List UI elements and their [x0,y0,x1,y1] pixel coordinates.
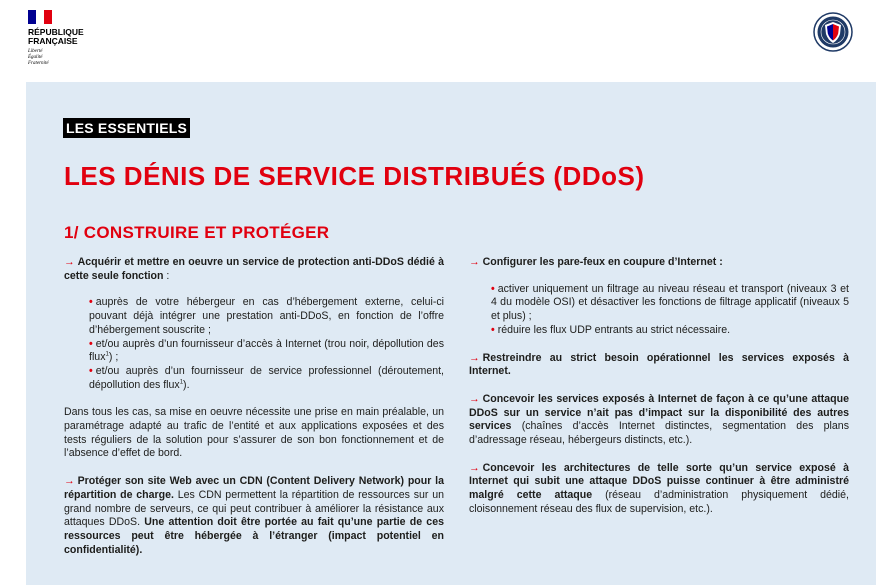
page-header [0,0,876,80]
right-paragraph-4: → Concevoir les architectures de telle sorte qu’un service exposé à Internet qui subit une attaque DDoS puisse continuer à être administré malgré cette attaque (réseau d’administration physiquement dédié, cloisonnement réseau des flux de supervision, etc.). [469,461,849,515]
bullet-icon: • [89,364,93,377]
bullet-icon: • [491,282,495,295]
right-bullet-list [469,283,849,338]
left-paragraph-2: Dans tous les cas, sa mise en oeuvre nécessite une prise en main préalable, un paramétrage adapté au trafic de l’entité et aux applications exposées et des tests réguliers de la solution pour s’assurer de son bon fonctionnement et de l’absence d’effet de bord. [64,406,444,460]
rf-motto: Liberté Égalité Fraternité [28,49,49,66]
republique-francaise-logo [28,10,108,67]
list-item: • activer uniquement un filtrage au niveau réseau et transport (niveaux 3 et 4 du modèle OSI) et désactiver les fonctions de filtrage applicatif (niveaux 5 et plus) ; [491,282,849,323]
arrow-icon: → [64,256,75,268]
section-subtitle: 1/ CONSTRUIRE ET PROTÉGER [64,223,330,242]
left-column [64,256,444,557]
left-paragraph-1: → Acquérir et mettre en oeuvre un service de protection anti-DDoS dédié à cette seule fonction : [64,256,444,282]
bullet-icon: • [89,296,93,309]
cybermalveillance-seal-icon [813,12,853,52]
arrow-icon: → [64,475,75,488]
bullet-icon: • [491,323,495,336]
arrow-icon: → [469,461,480,474]
arrow-icon: → [469,256,480,268]
right-column [469,256,849,517]
arrow-icon: → [469,392,480,405]
section-tag: LES ESSENTIELS [63,118,190,138]
left-bullet-list [64,296,444,392]
arrow-icon: → [469,351,480,364]
list-item: • auprès de votre hébergeur en cas d’hébergement externe, celui-ci pouvant déjà intégrer une prestation anti-DDoS, en fonction de l’offre d’hébergement souscrite ; [89,296,444,336]
list-item: • et/ou auprès d’un fournisseur de service professionnel (déroutement, dépollution des flux$^1$). [89,364,444,391]
right-paragraph-3: → Concevoir les services exposés à Internet de façon à ce qu’une attaque DDoS sur un service n’ait pas d’impact sur la disponibilité des autres services (chaînes d’accès Internet distinctes, segmentation des plans d’adressage réseau, hébergeurs distincts, etc.). [469,392,849,447]
right-paragraph-1: → Configurer les pare-feux en coupure d’Internet : [469,256,723,268]
page-title: LES DÉNIS DE SERVICE DISTRIBUÉS (DDoS) [64,161,645,191]
rf-name: RÉPUBLIQUE FRANÇAISE [28,27,84,46]
right-paragraph-2: → Restreindre au strict besoin opérationnel les services exposés à Internet. [469,351,849,378]
bullet-icon: • [89,337,93,350]
left-paragraph-3: → Protéger son site Web avec un CDN (Content Delivery Network) pour la répartition de charge. Les CDN permettent la répartition de ressources sur un grand nombre de serveurs, ce qui peut contribuer à améliorer la résistance aux attaques DDoS. Une attention doit être portée au fait qu’une partie de ces ressources peut être hébergée à l’étranger (impact potentiel en confidentialité). [64,475,444,556]
list-item: • réduire les flux UDP entrants au strict nécessaire. [491,323,731,336]
list-item: • et/ou auprès d’un fournisseur d’accès à Internet (trou noir, dépollution des flux$^1$) ; [89,337,444,364]
french-flag-icon [28,10,52,24]
